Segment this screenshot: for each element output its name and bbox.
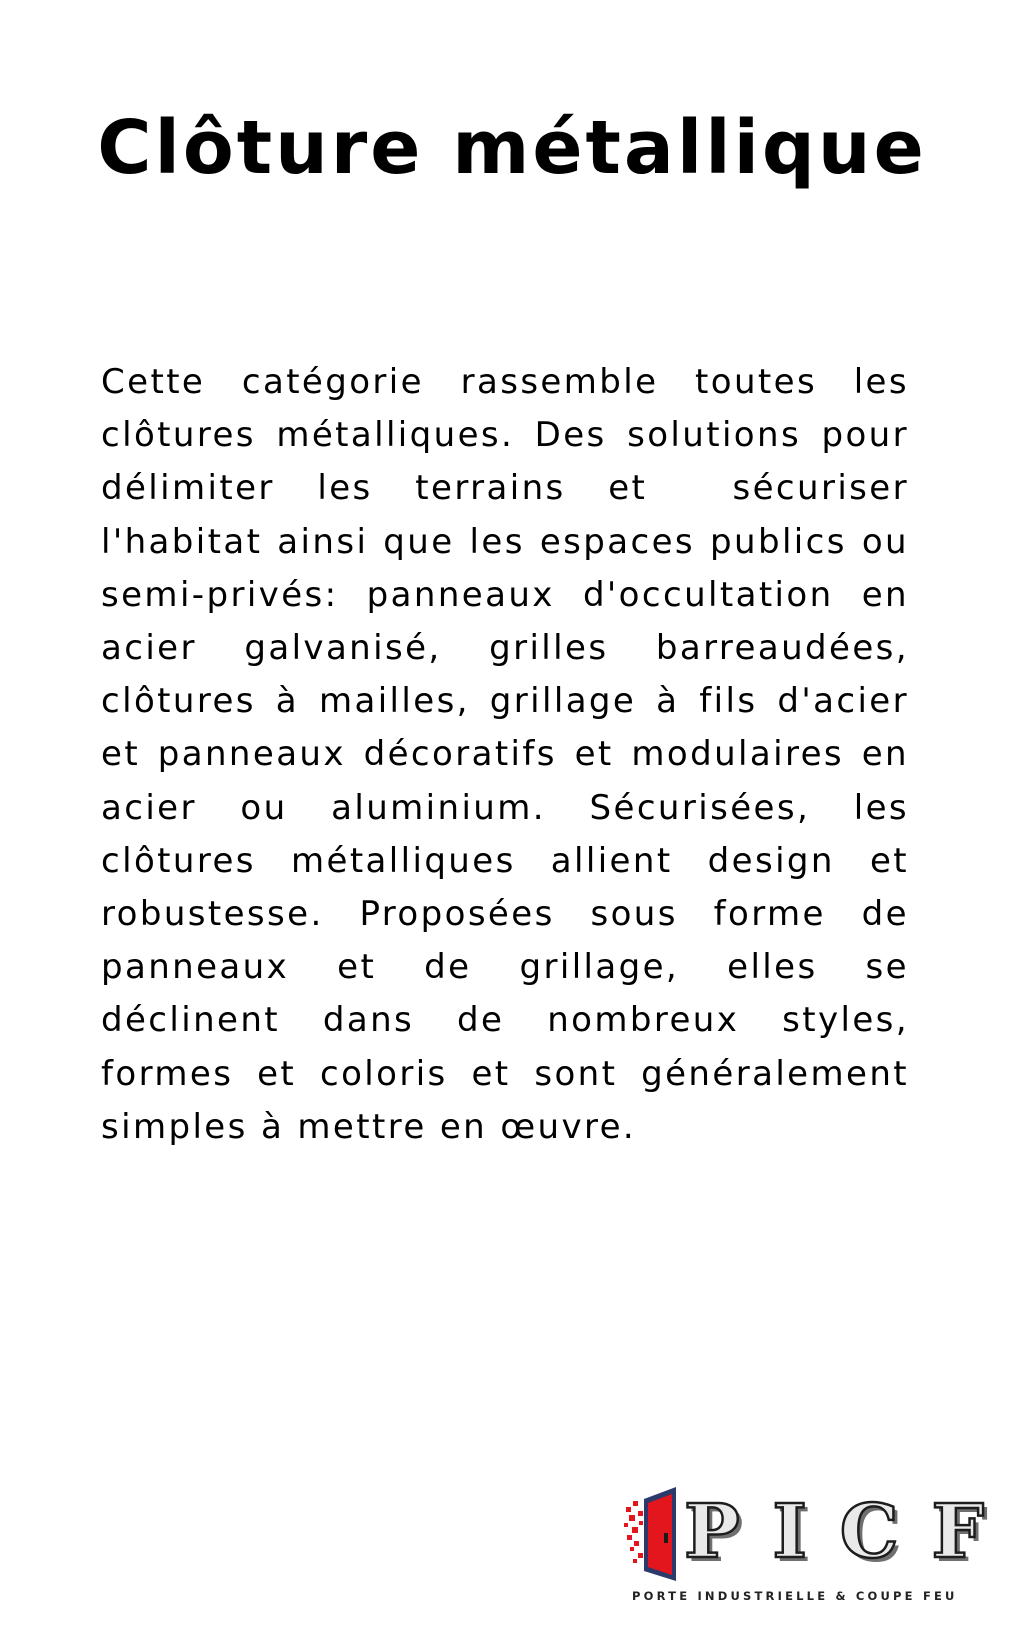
picf-logo: [624, 1485, 984, 1605]
logo-letter-i: I: [772, 1489, 808, 1575]
door-icon: [624, 1485, 688, 1583]
logo-wordmark: [684, 1487, 984, 1577]
page-title: Clôture métallique: [97, 105, 927, 191]
logo-tagline: PORTE INDUSTRIELLE & COUPE FEU: [632, 1589, 958, 1603]
logo-letter-f: F: [931, 1489, 984, 1575]
logo-letter-p: P: [684, 1489, 740, 1575]
category-description: Cette catégorie rassemble toutes les clôtures métalliques. Des solutions pour délimiter les terrains et sécuriser l'habitat ainsi que les espaces publics ou semi-privés: panneaux d'occultation en acier galvanisé, grilles barreaudées, clôtures à mailles, grillage à fils d'acier et panneaux décoratifs et modulaires en acier ou aluminium. Sécurisées, les clôtures métalliques allient design et robustesse. Proposées sous forme de panneaux et de grillage, elles se déclinent dans de nombreux styles, formes et coloris et sont généralement simples à mettre en œuvre.: [101, 362, 909, 1147]
logo-letter-c: C: [839, 1489, 899, 1575]
